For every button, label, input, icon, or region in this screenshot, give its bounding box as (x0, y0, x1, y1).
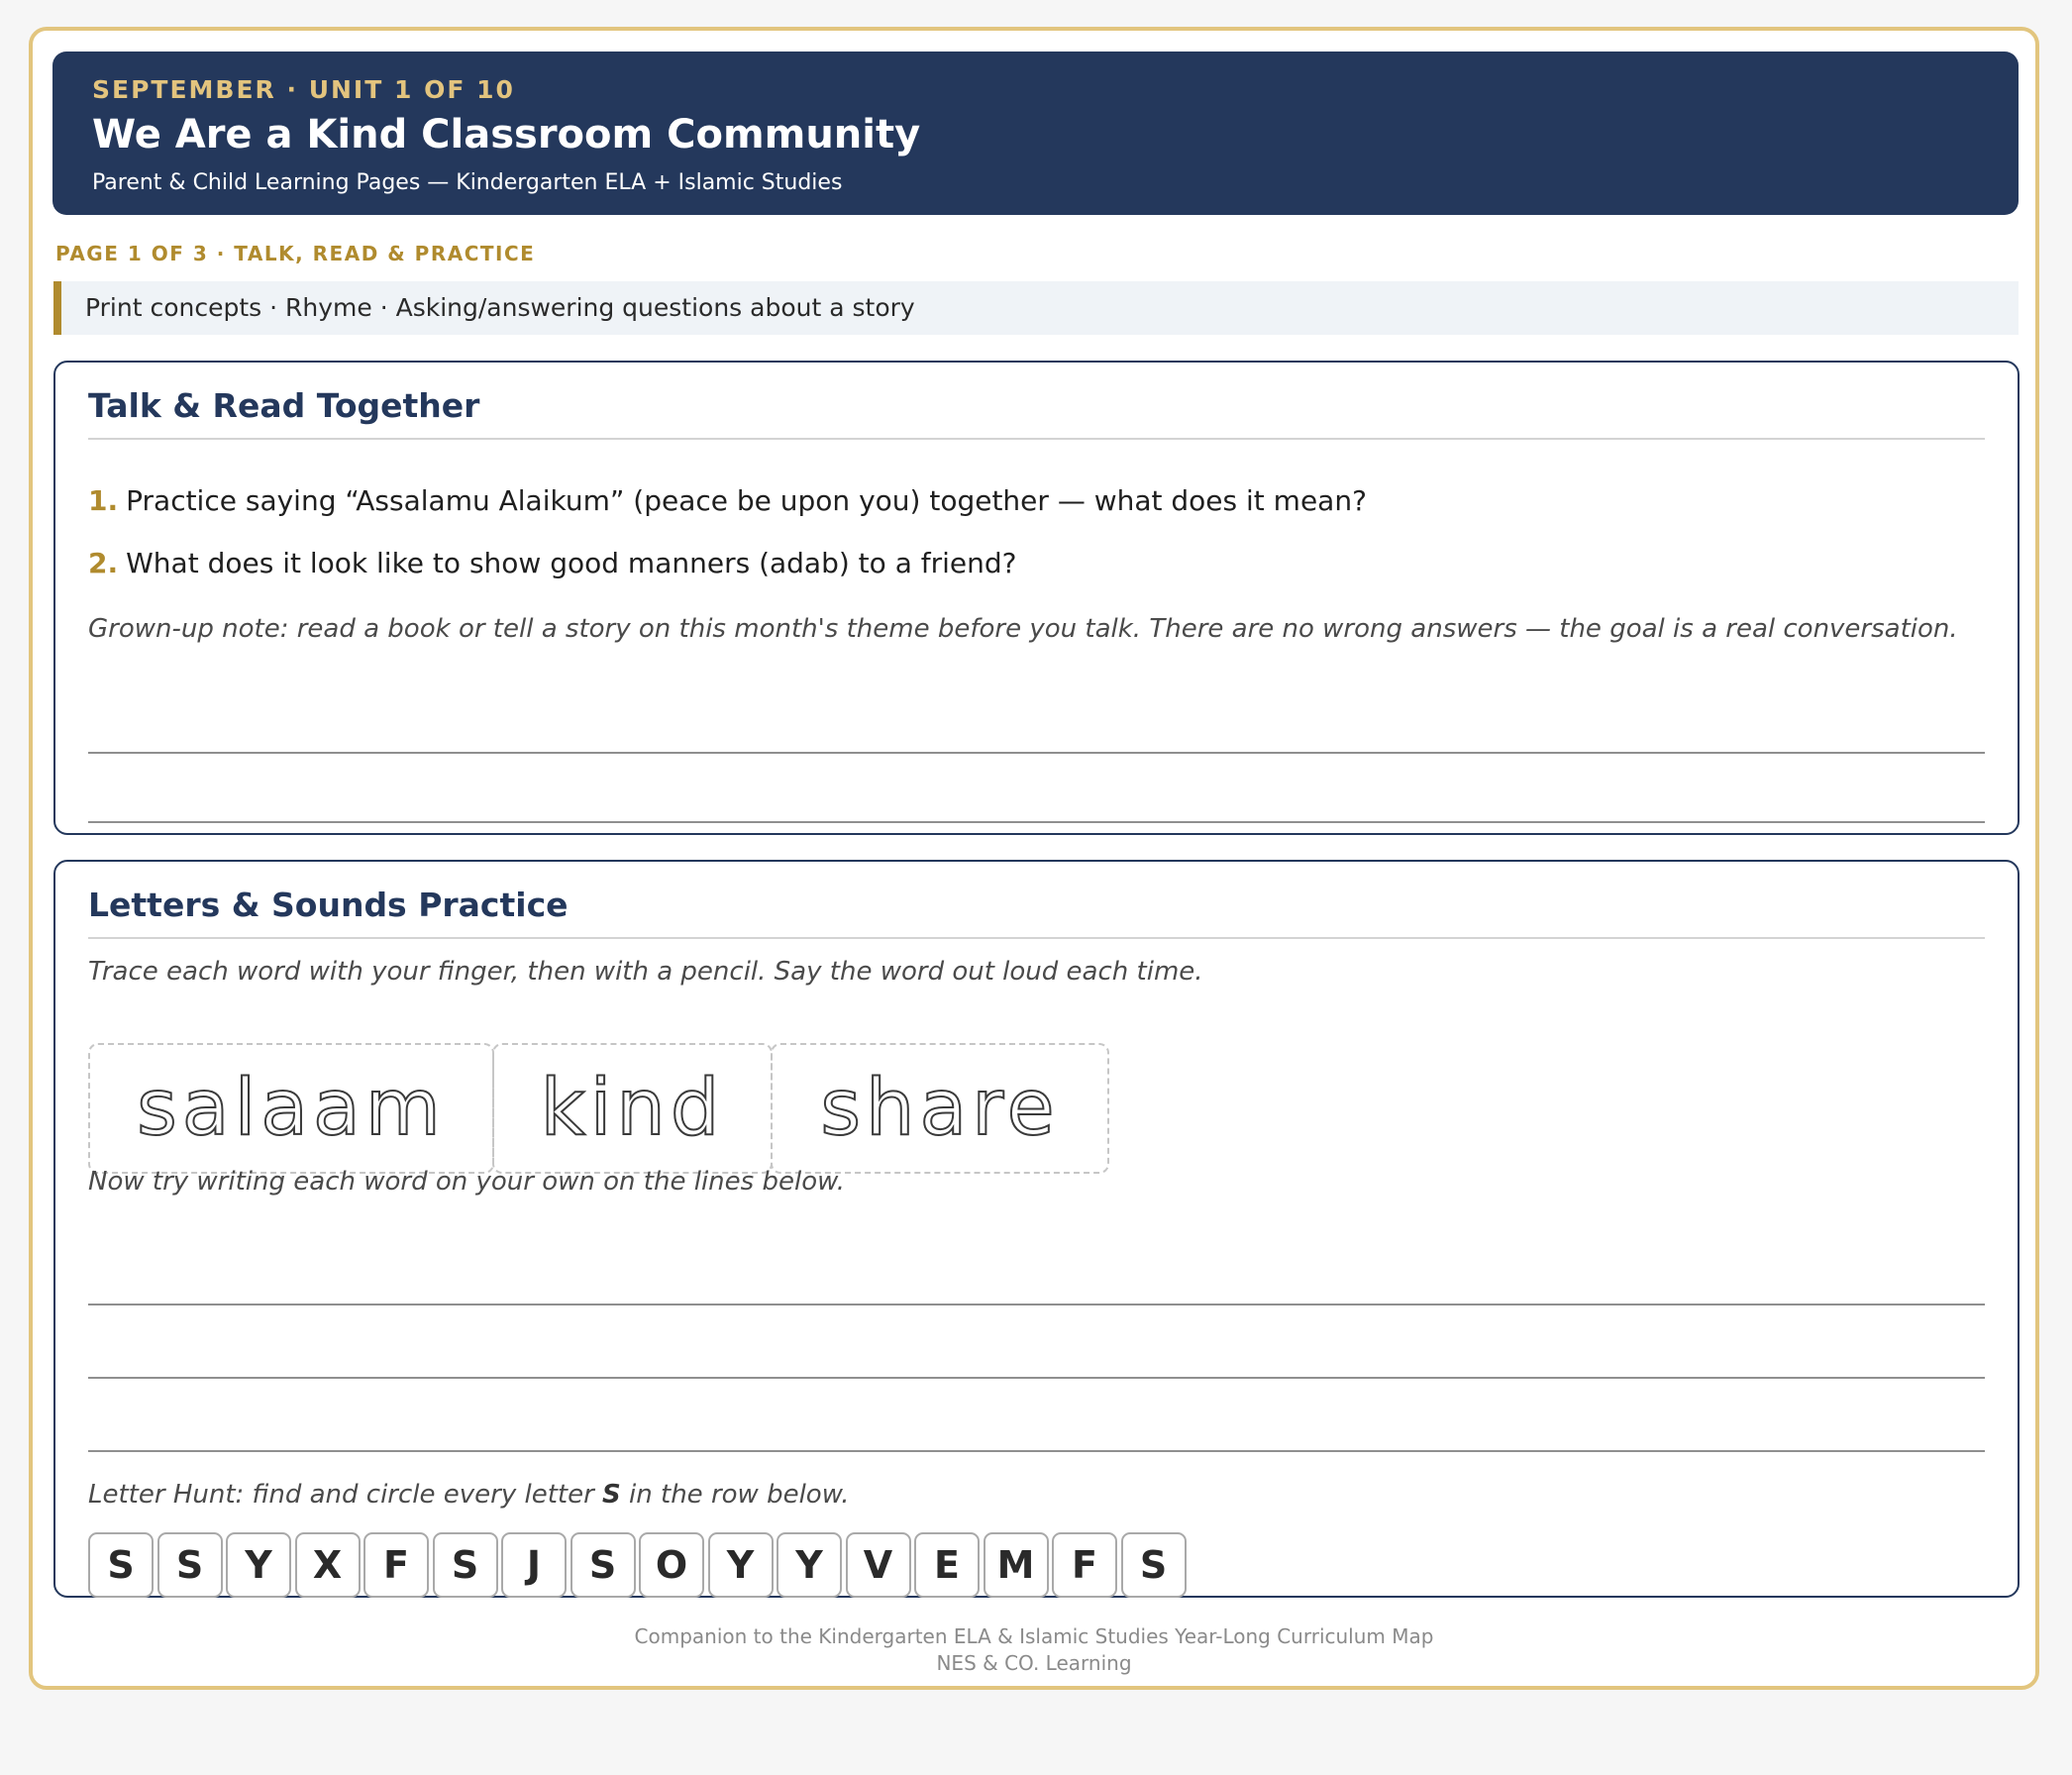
header-banner (52, 52, 2019, 215)
page-title: We Are a Kind Classroom Community (92, 112, 921, 157)
question-text: What does it look like to show good manners (adab) to a friend? (126, 547, 1017, 579)
focus-skills-bar: Print concepts · Rhyme · Asking/answering questions about a story (53, 281, 2019, 335)
writing-line[interactable] (88, 1304, 1985, 1305)
write-instruction: Now try writing each word on your own on the lines below. (88, 1167, 845, 1197)
letter-tile[interactable]: X (295, 1532, 361, 1598)
letter-tile[interactable]: F (363, 1532, 429, 1598)
question-text: Practice saying “Assalamu Alaikum” (peace be upon you) together — what does it mean? (126, 484, 1367, 517)
letter-tile[interactable]: V (846, 1532, 911, 1598)
question-number: 2. (88, 547, 119, 579)
question-item (88, 546, 1017, 581)
card-title: Talk & Read Together (88, 386, 480, 425)
letter-tile[interactable]: Y (708, 1532, 774, 1598)
footer-line: Companion to the Kindergarten ELA & Islamic Studies Year-Long Curriculum Map (634, 1624, 1434, 1648)
letter-tile[interactable]: J (501, 1532, 567, 1598)
letter-tile[interactable]: F (1052, 1532, 1117, 1598)
letter-tile[interactable]: S (570, 1532, 636, 1598)
page-label: PAGE 1 OF 3 · TALK, READ & PRACTICE (55, 242, 536, 265)
talk-read-card (53, 361, 2020, 835)
writing-line[interactable] (88, 1377, 1985, 1379)
trace-instruction: Trace each word with your finger, then with a pencil. Say the word out loud each time. (88, 957, 1203, 987)
hunt-prefix: Letter Hunt: find and circle every letter (88, 1480, 603, 1510)
worksheet-page (29, 27, 2039, 1690)
grown-up-note: Grown-up note: read a book or tell a story on this month's theme before you talk. There are no wrong answers — the goal is a real conversation. (88, 614, 1958, 644)
letter-tile[interactable]: E (914, 1532, 980, 1598)
page-footer (33, 1623, 2035, 1677)
writing-line[interactable] (88, 1450, 1985, 1452)
divider (88, 937, 1985, 939)
trace-word: share (820, 1064, 1060, 1153)
card-title: Letters & Sounds Practice (88, 886, 569, 924)
page-subtitle: Parent & Child Learning Pages — Kindergarten ELA + Islamic Studies (92, 170, 843, 195)
hunt-suffix: in the row below. (620, 1480, 850, 1510)
letter-tile[interactable]: Y (777, 1532, 842, 1598)
trace-word-box[interactable] (492, 1043, 773, 1174)
letter-tile[interactable]: S (1121, 1532, 1187, 1598)
letter-tile[interactable]: Y (226, 1532, 291, 1598)
question-item (88, 483, 1367, 519)
letter-tile[interactable]: S (157, 1532, 223, 1598)
question-number: 1. (88, 484, 119, 517)
letter-tile[interactable]: S (433, 1532, 498, 1598)
trace-word-box[interactable] (88, 1043, 494, 1174)
writing-line[interactable] (88, 752, 1985, 754)
letter-hunt-instruction (88, 1478, 850, 1512)
divider (88, 438, 1985, 440)
hunt-target-letter: S (602, 1480, 621, 1510)
letters-sounds-card (53, 860, 2020, 1598)
trace-word-box[interactable] (771, 1043, 1109, 1174)
letter-tile[interactable]: O (639, 1532, 704, 1598)
footer-line: NES & CO. Learning (936, 1651, 1132, 1675)
letter-tile[interactable]: M (984, 1532, 1049, 1598)
unit-kicker: SEPTEMBER · UNIT 1 OF 10 (92, 75, 515, 104)
letter-tile[interactable]: S (88, 1532, 154, 1598)
writing-line[interactable] (88, 821, 1985, 823)
trace-word: salaam (137, 1064, 446, 1153)
trace-word: kind (540, 1064, 725, 1153)
